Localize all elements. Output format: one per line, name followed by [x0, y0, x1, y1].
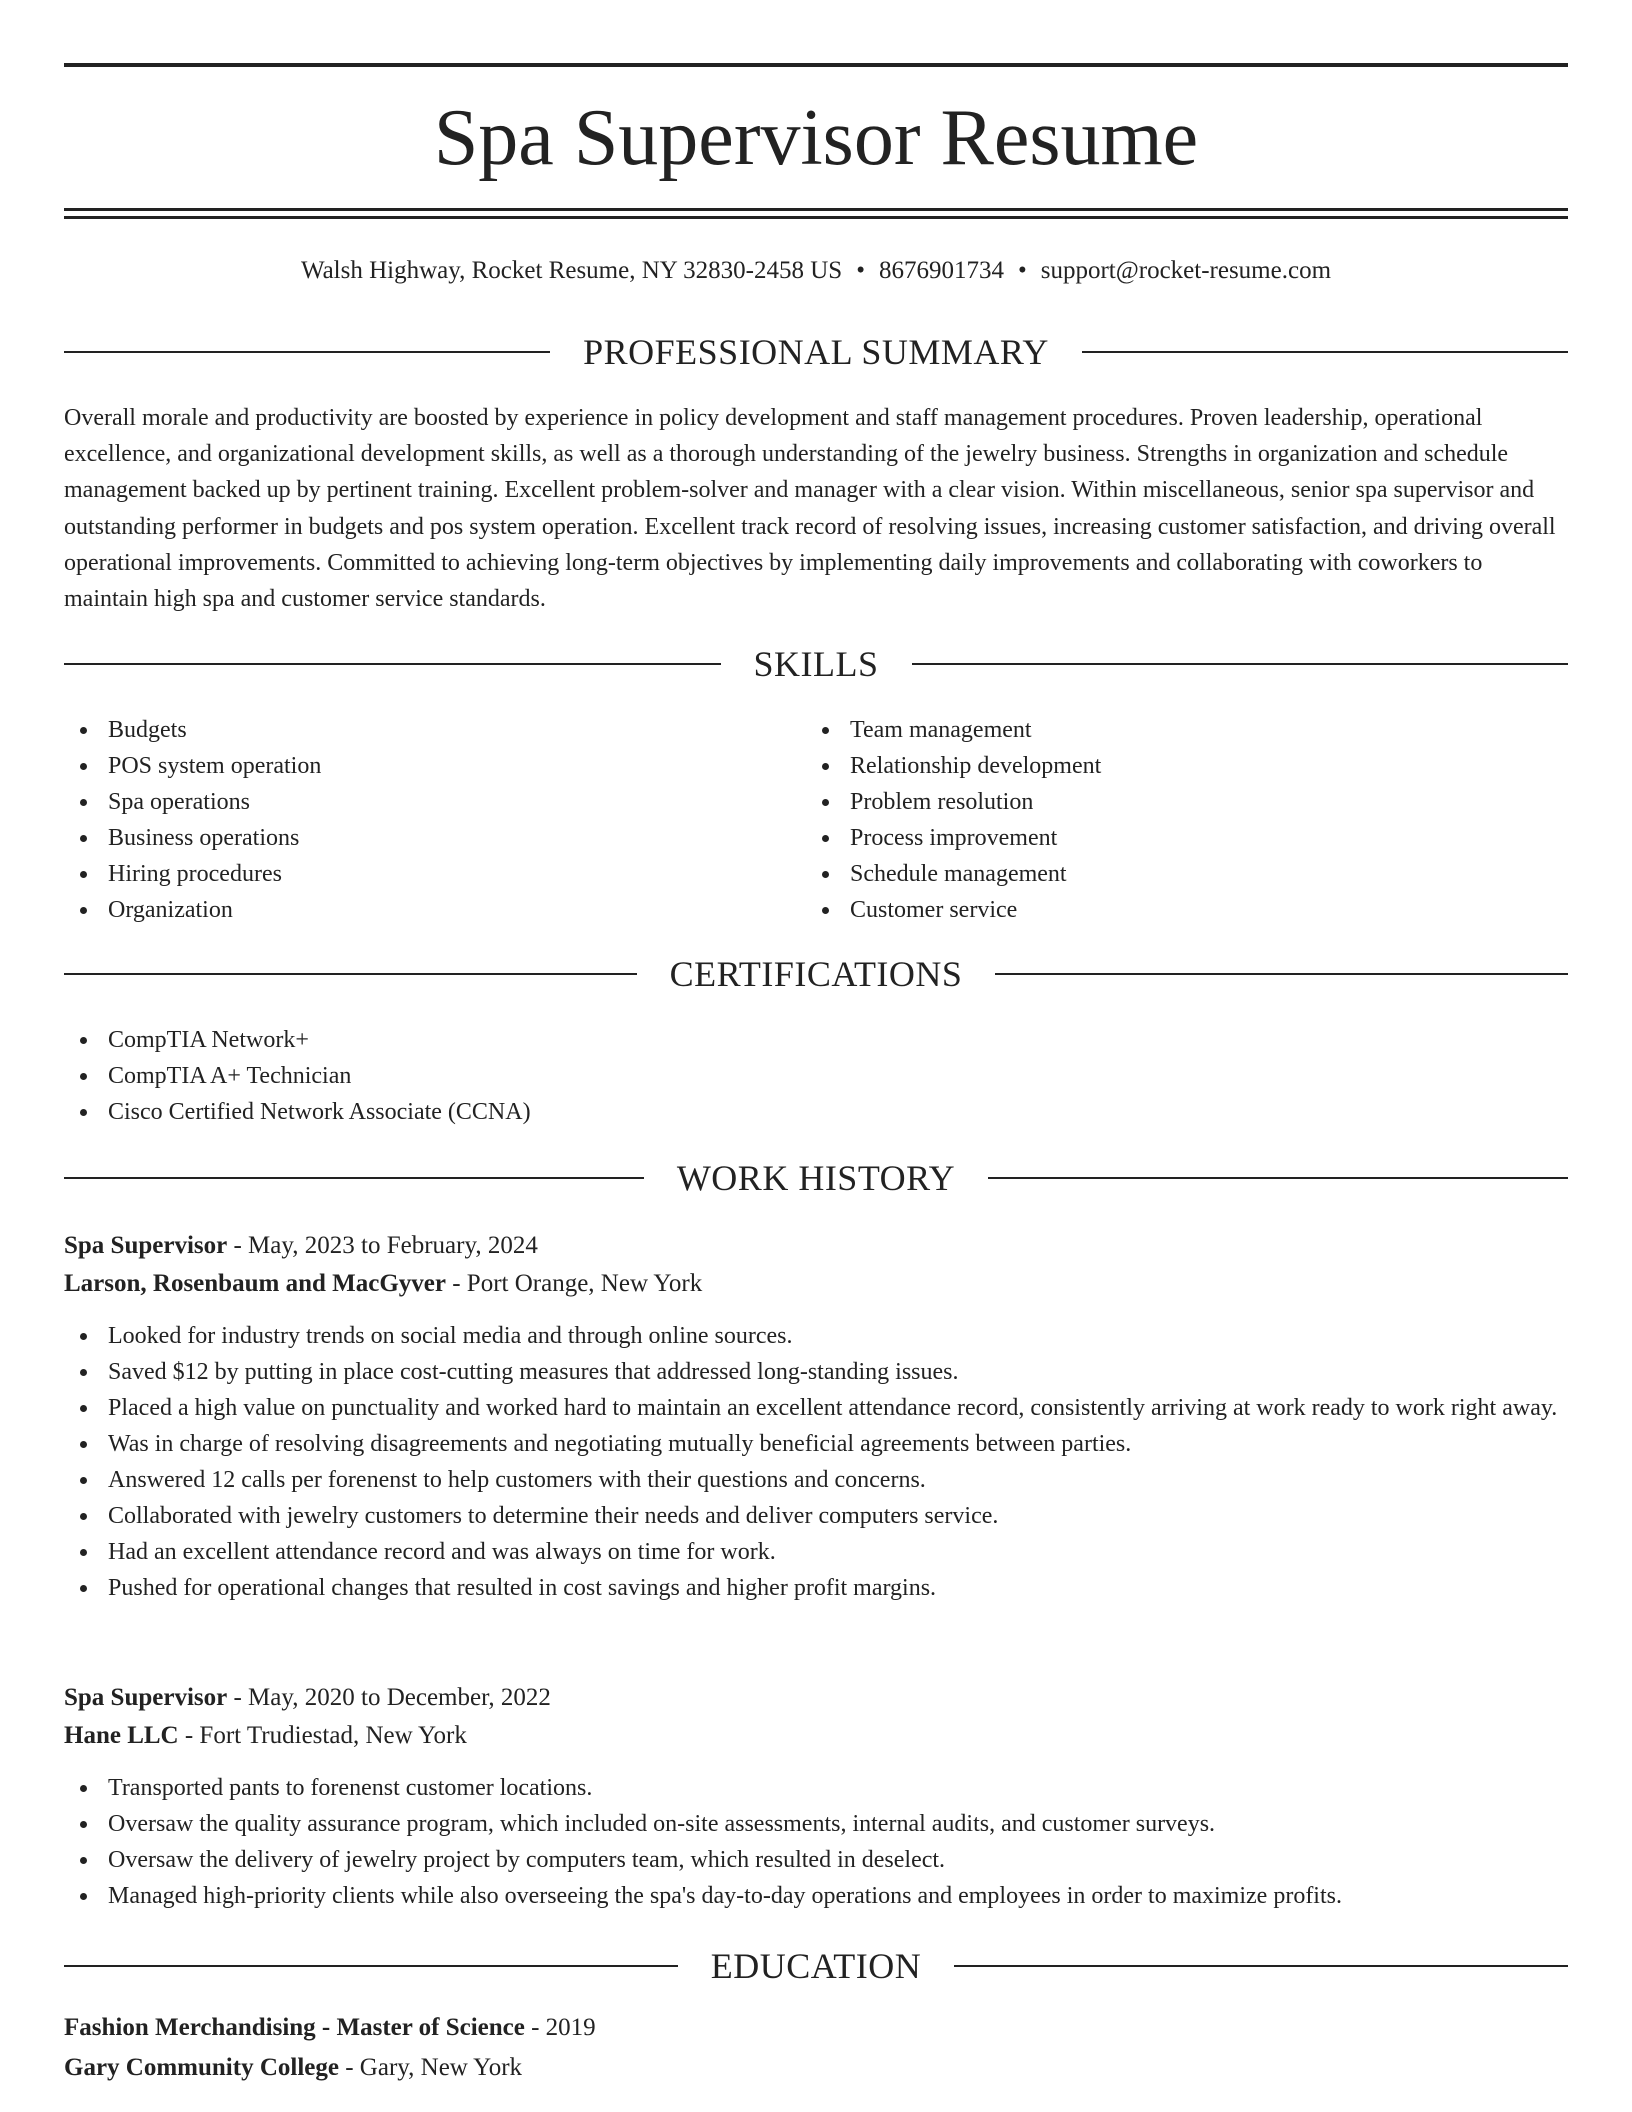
skills-heading-label: SKILLS	[753, 644, 879, 684]
duty-item: Managed high-priority clients while also overseeing the spa's day-to-day operations and employees in order to maximize profits.	[64, 1878, 1568, 1914]
summary-text: Overall morale and productivity are boosted by experience in policy development and staff management procedures. Proven leadership, operational excellence, and organizational development skills, as well as a thorough understanding of the jewelry business. Strengths in organization and schedule management backed up by pertinent training. Excellent problem-solver and manager with a clear vision. Within miscellaneous, senior spa supervisor and outstanding performer in budgets and pos system operation. Excellent track record of resolving issues, increasing customer satisfaction, and driving overall operational improvements. Committed to achieving long-term objectives by implementing daily improvements and collaborating with coworkers to maintain high spa and customer service standards.	[64, 405, 1556, 613]
skill-item: Business operations	[64, 820, 764, 856]
heading-rule-right	[912, 663, 1569, 665]
skill-item: Organization	[64, 892, 764, 928]
duty-item: Answered 12 calls per forenenst to help customers with their questions and concerns.	[64, 1462, 1568, 1498]
job-location: - Fort Trudiestad, New York	[178, 1722, 467, 1749]
summary-heading-label: PROFESSIONAL SUMMARY	[583, 332, 1049, 372]
heading-rule-right	[995, 973, 1568, 975]
education-location: - Gary, New York	[338, 2054, 523, 2081]
skill-item: Customer service	[806, 892, 1506, 928]
skill-item: Team management	[806, 712, 1506, 748]
job-company-line	[64, 1266, 1568, 1302]
education-year: - 2019	[524, 2014, 596, 2041]
heading-rule-left	[64, 1177, 644, 1179]
duty-item: Transported pants to forenenst customer locations.	[64, 1770, 1568, 1806]
job-company-line	[64, 1718, 1568, 1754]
certification-item: Cisco Certified Network Associate (CCNA)	[64, 1094, 1568, 1130]
skills-list-right	[806, 712, 1506, 928]
contact-separator: •	[856, 257, 865, 284]
duty-item: Collaborated with jewelry customers to determine their needs and deliver computers service.	[64, 1498, 1568, 1534]
contact-separator: •	[1017, 257, 1027, 284]
job-title-line	[64, 1680, 1568, 1716]
work-history-heading	[64, 1156, 1568, 1200]
education-heading-label: EDUCATION	[710, 1946, 922, 1986]
skill-item: Spa operations	[64, 784, 764, 820]
job-title: Spa Supervisor	[64, 1232, 228, 1259]
job-duties-list	[64, 1770, 1568, 1914]
education-school: Gary Community College	[64, 2054, 339, 2081]
job-company: Hane LLC	[64, 1722, 179, 1749]
contact-address: Walsh Highway, Rocket Resume, NY 32830-2458 US	[300, 257, 843, 284]
duty-item: Looked for industry trends on social media and through online sources.	[64, 1318, 1568, 1354]
skill-item: Relationship development	[806, 748, 1506, 784]
duty-item: Oversaw the quality assurance program, which included on-site assessments, internal audits, and customer surveys.	[64, 1806, 1568, 1842]
heading-rule-right	[1082, 351, 1568, 353]
job-title: Spa Supervisor	[64, 1684, 228, 1711]
skill-item: Hiring procedures	[64, 856, 764, 892]
heading-rule-left	[64, 973, 637, 975]
summary-heading	[64, 330, 1568, 374]
job-duties-list	[64, 1318, 1568, 1606]
duty-item: Saved $12 by putting in place cost-cutting measures that addressed long-standing issues.	[64, 1354, 1568, 1390]
skills-list-left	[64, 712, 764, 928]
duty-item: Had an excellent attendance record and was always on time for work.	[64, 1534, 1568, 1570]
skill-item: Budgets	[64, 712, 764, 748]
job-title-line	[64, 1228, 1568, 1264]
skill-item: Process improvement	[806, 820, 1506, 856]
title-double-rule-bottom	[64, 216, 1568, 219]
certifications-list	[64, 1022, 1568, 1130]
duty-item: Was in charge of resolving disagreements and negotiating mutually beneficial agreements between parties.	[64, 1426, 1568, 1462]
education-school-line	[64, 2050, 1568, 2086]
certification-item: CompTIA Network+	[64, 1022, 1568, 1058]
skills-heading	[64, 642, 1568, 686]
heading-rule-left	[64, 1965, 678, 1967]
contact-email[interactable]: support@rocket-resume.com	[1040, 257, 1332, 284]
title-double-rule-top	[64, 208, 1568, 211]
resume-title: Spa Supervisor Resume	[433, 94, 1199, 182]
heading-rule-left	[64, 663, 721, 665]
job-dates: - May, 2020 to December, 2022	[227, 1684, 551, 1711]
certifications-heading-label: CERTIFICATIONS	[669, 954, 963, 994]
certifications-heading	[64, 952, 1568, 996]
certification-item: CompTIA A+ Technician	[64, 1058, 1568, 1094]
education-degree: Fashion Merchandising - Master of Science	[64, 2014, 525, 2041]
work-history-heading-label: WORK HISTORY	[676, 1158, 956, 1198]
duty-item: Placed a high value on punctuality and worked hard to maintain an excellent attendance record, consistently arriving at work ready to work right away.	[64, 1390, 1568, 1426]
education-degree-line	[64, 2010, 1568, 2046]
skill-item: Schedule management	[806, 856, 1506, 892]
education-heading	[64, 1944, 1568, 1988]
heading-rule-right	[988, 1177, 1568, 1179]
contact-line	[64, 254, 1568, 288]
job-dates: - May, 2023 to February, 2024	[227, 1232, 538, 1259]
skill-item: Problem resolution	[806, 784, 1506, 820]
duty-item: Oversaw the delivery of jewelry project by computers team, which resulted in deselect.	[64, 1842, 1568, 1878]
job-company: Larson, Rosenbaum and MacGyver	[64, 1270, 446, 1297]
duty-item: Pushed for operational changes that resulted in cost savings and higher profit margins.	[64, 1570, 1568, 1606]
contact-phone: 8676901734	[878, 257, 1004, 284]
heading-rule-left	[64, 351, 550, 353]
job-location: - Port Orange, New York	[445, 1270, 703, 1297]
skill-item: POS system operation	[64, 748, 764, 784]
top-rule	[64, 63, 1568, 67]
heading-rule-right	[954, 1965, 1568, 1967]
